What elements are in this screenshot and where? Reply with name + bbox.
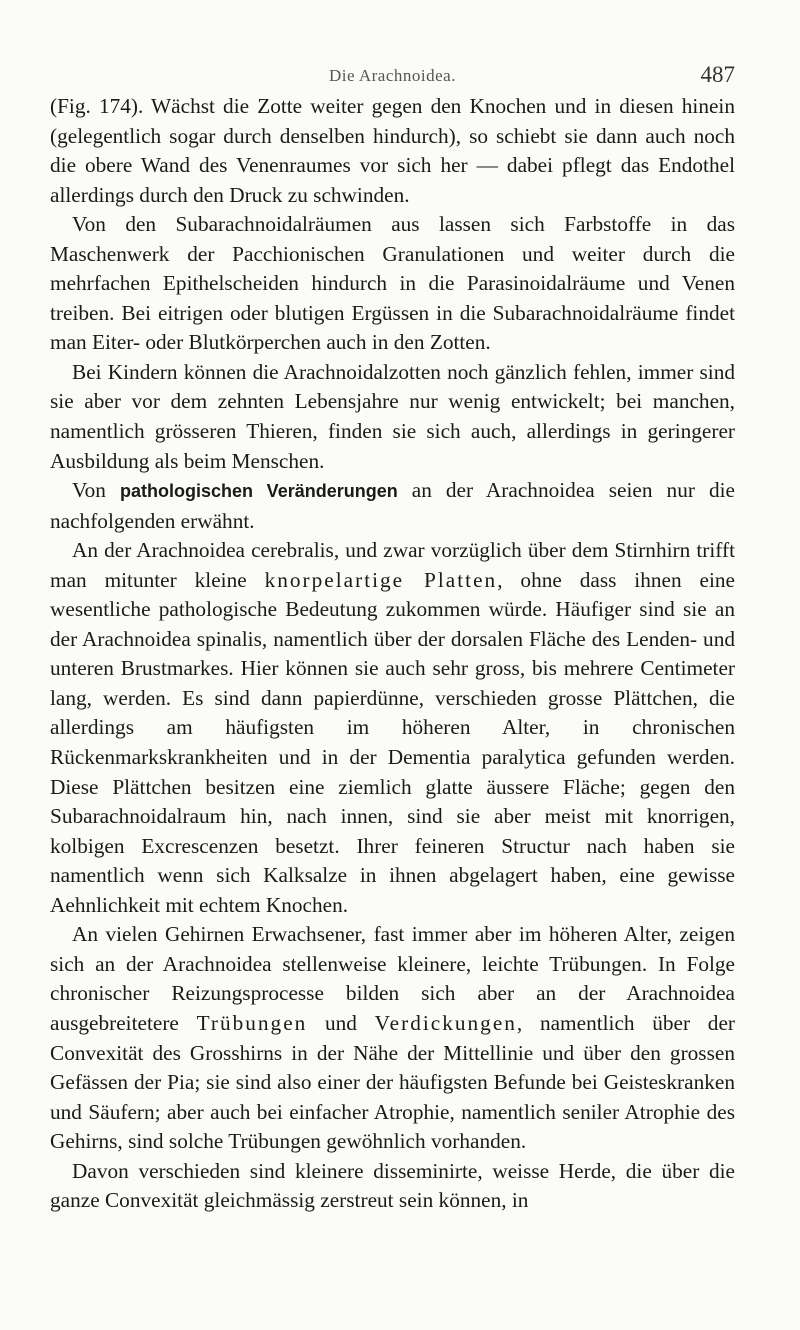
body-text: [50, 92, 735, 1216]
paragraph-text: , ohne dass ihnen eine wesentliche pathologische Bedeutung zukommen würde. Häufiger sind sie an der Arachnoidea spinalis, namentlich über der dorsalen Fläche des Lenden- und unteren Brustmarkes. Hier können sie auch sehr gross, bis mehrere Centimeter lang, werden. Es sind dann papierdünne, verschieden grosse Plättchen, die allerdings am häufigsten im höheren Alter, in chronischen Rückenmarkskrankheiten und in der Dementia paralytica gefunden werden. Diese Plättchen besitzen eine ziemlich glatte äussere Fläche; gegen den Subarachnoidalraum hin, nach innen, sind sie aber meist mit knorrigen, kolbigen Excrescenzen besetzt. Ihrer feineren Structur nach haben sie namentlich wenn sich Kalksalze in ihnen abgelagert haben, eine gewisse Aehnlichkeit mit echtem Knochen.: [50, 567, 735, 917]
paragraph-7: [50, 1157, 735, 1216]
emphasis-spaced: knorpelartige Platten: [264, 567, 498, 592]
paragraph-1: [50, 92, 735, 210]
paragraph-text: Bei Kindern können die Arachnoidalzotten noch gänzlich fehlen, immer sind sie aber vor dem zehnten Lebensjahre nur wenig entwickelt; bei manchen, namentlich grösseren Thieren, finden sie sich auch, allerdings in geringerer Ausbildung als beim Menschen.: [50, 359, 735, 473]
paragraph-text: Von den Subarachnoidalräumen aus lassen sich Farbstoffe in das Maschenwerk der Pacchionischen Granulationen und weiter durch die mehrfachen Epithelscheiden hindurch in die Parasinoidalräume und Venen treiben. Bei eitrigen oder blutigen Ergüssen in die Subarachnoidalräume findet man Eiter- oder Blutkörperchen auch in den Zotten.: [50, 212, 735, 355]
paragraph-text: (Fig. 174). Wächst die Zotte weiter gegen den Knochen und in diesen hinein (gelegentlich sogar durch denselben hindurch), so schiebt sie dann auch noch die obere Wand des Venenraumes vor sich her — dabei pflegt das Endothel allerdings durch den Druck zu schwinden.: [50, 94, 735, 207]
paragraph-text: , namentlich über der Convexität des Grosshirns in der Nähe der Mittellinie und über den grossen Gefässen der Pia; sie sind also einer der häufigsten Befunde bei Geisteskranken und Säufern; aber auch bei einfacher Atrophie, namentlich seniler Atrophie des Gehirns, sind solche Trübungen gewöhnlich vorhanden.: [50, 1010, 735, 1154]
emphasis-sans-bold: pathologischen Veränderungen: [119, 481, 398, 502]
page-number: 487: [700, 62, 735, 87]
paragraph-6: [50, 920, 735, 1156]
paragraph-text: und: [307, 1010, 375, 1035]
paragraph-text: An vielen Gehirnen Erwachsener, fast immer aber im höheren Alter, zeigen sich an der Arachnoidea stellenweise kleinere, leichte Trübungen. In Folge chronischer Reizungsprocesse bilden sich aber an der Arachnoidea ausgebreitetere: [50, 922, 735, 1035]
emphasis-spaced: Trübungen: [196, 1010, 308, 1035]
paragraph-text: Davon verschieden sind kleinere disseminirte, weisse Herde, die über die ganze Convexität gleichmässig zerstreut sein können, in: [50, 1158, 735, 1213]
paragraph-2: [50, 210, 735, 358]
emphasis-spaced: Verdickungen: [374, 1010, 517, 1035]
paragraph-4: [50, 476, 735, 536]
paragraph-text: Von: [72, 478, 120, 503]
paragraph-3: [50, 358, 735, 476]
paragraph-text: an der Arachnoidea seien nur die nachfolgenden erwähnt.: [50, 478, 735, 533]
paragraph-5: [50, 536, 735, 920]
paragraph-text: An der Arachnoidea cerebralis, und zwar vorzüglich über dem Stirnhirn trifft man mitunter kleine: [50, 538, 735, 592]
running-title: Die Arachnoidea.: [329, 66, 456, 85]
